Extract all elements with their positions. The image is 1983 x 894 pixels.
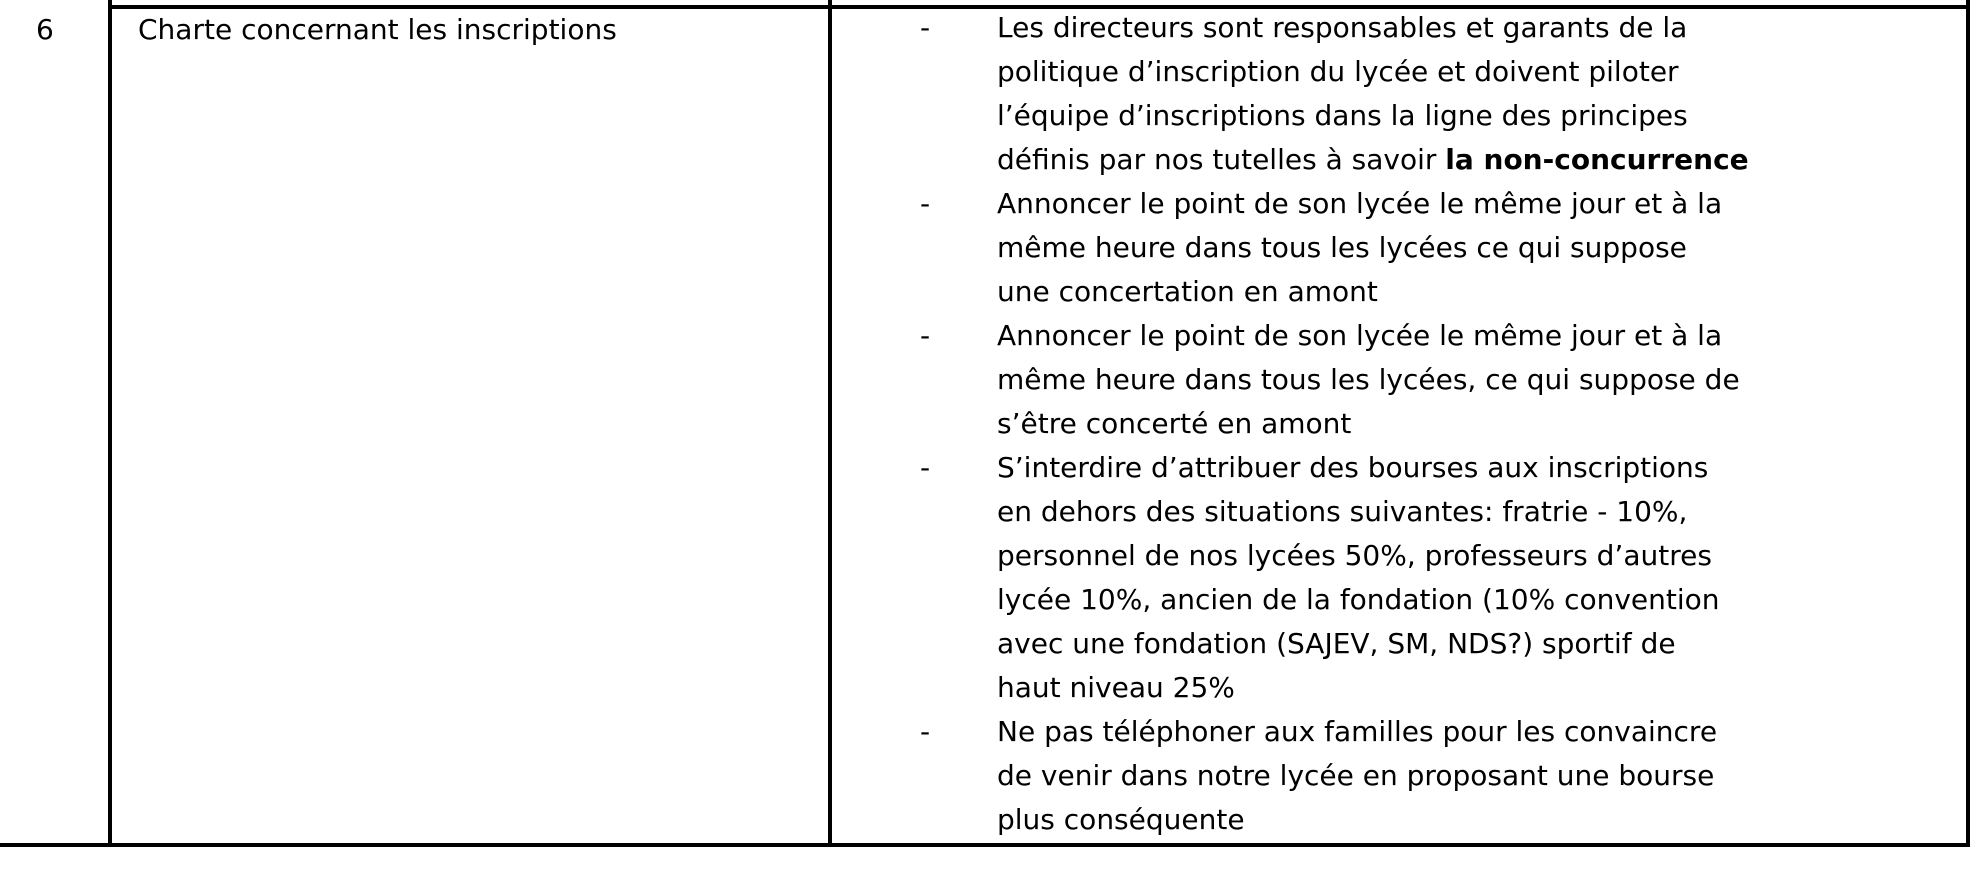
list-item: [920, 314, 1940, 446]
point-line: Les directeurs sont responsables et garants de la: [997, 11, 1688, 44]
point-text: [997, 710, 1940, 842]
point-line: même heure dans tous les lycées ce qui suppose: [997, 231, 1687, 264]
point-line: personnel de nos lycées 50%, professeurs d’autres: [997, 539, 1712, 572]
list-item: [920, 710, 1940, 842]
point-text: [997, 6, 1940, 182]
list-item: [920, 182, 1940, 314]
point-line: lycée 10%, ancien de la fondation (10% convention: [997, 583, 1720, 616]
point-line: haut niveau 25%: [997, 671, 1235, 704]
dash-bullet: -: [920, 187, 931, 220]
point-text: [997, 314, 1940, 446]
point-line: plus conséquente: [997, 803, 1245, 836]
list-item: [920, 446, 1940, 710]
points-list: [920, 6, 1940, 842]
point-line: avec une fondation (SAJEV, SM, NDS?) sportif de: [997, 627, 1676, 660]
column-divider: [828, 0, 832, 847]
point-line: [997, 138, 1940, 182]
dash-bullet: -: [920, 715, 931, 748]
point-text: [997, 446, 1940, 710]
point-bold-text: la non-concurrence: [1445, 143, 1749, 176]
point-line: même heure dans tous les lycées, ce qui suppose de: [997, 363, 1740, 396]
table-right-border: [1966, 0, 1970, 847]
list-item: [920, 6, 1940, 182]
point-line: politique d’inscription du lycée et doivent piloter: [997, 55, 1679, 88]
dash-bullet: -: [920, 319, 931, 352]
point-line: S’interdire d’attribuer des bourses aux inscriptions: [997, 451, 1709, 484]
point-line: de venir dans notre lycée en proposant une bourse: [997, 759, 1715, 792]
point-lead-text: définis par nos tutelles à savoir: [997, 143, 1446, 176]
point-line: Annoncer le point de son lycée le même jour et à la: [997, 187, 1723, 220]
row-number: 6: [36, 13, 54, 46]
table-bottom-border: [0, 843, 1970, 847]
point-line: Annoncer le point de son lycée le même jour et à la: [997, 319, 1723, 352]
column-divider: [108, 0, 112, 847]
point-line: s’être concerté en amont: [997, 407, 1352, 440]
point-line: Ne pas téléphoner aux familles pour les convaincre: [997, 715, 1718, 748]
row-title: Charte concernant les inscriptions: [138, 13, 617, 46]
point-line: en dehors des situations suivantes: fratrie - 10%,: [997, 495, 1688, 528]
point-line: une concertation en amont: [997, 275, 1378, 308]
dash-bullet: -: [920, 451, 931, 484]
point-text: [997, 182, 1940, 314]
point-line: l’équipe d’inscriptions dans la ligne des principes: [997, 99, 1688, 132]
dash-bullet: -: [920, 11, 931, 44]
